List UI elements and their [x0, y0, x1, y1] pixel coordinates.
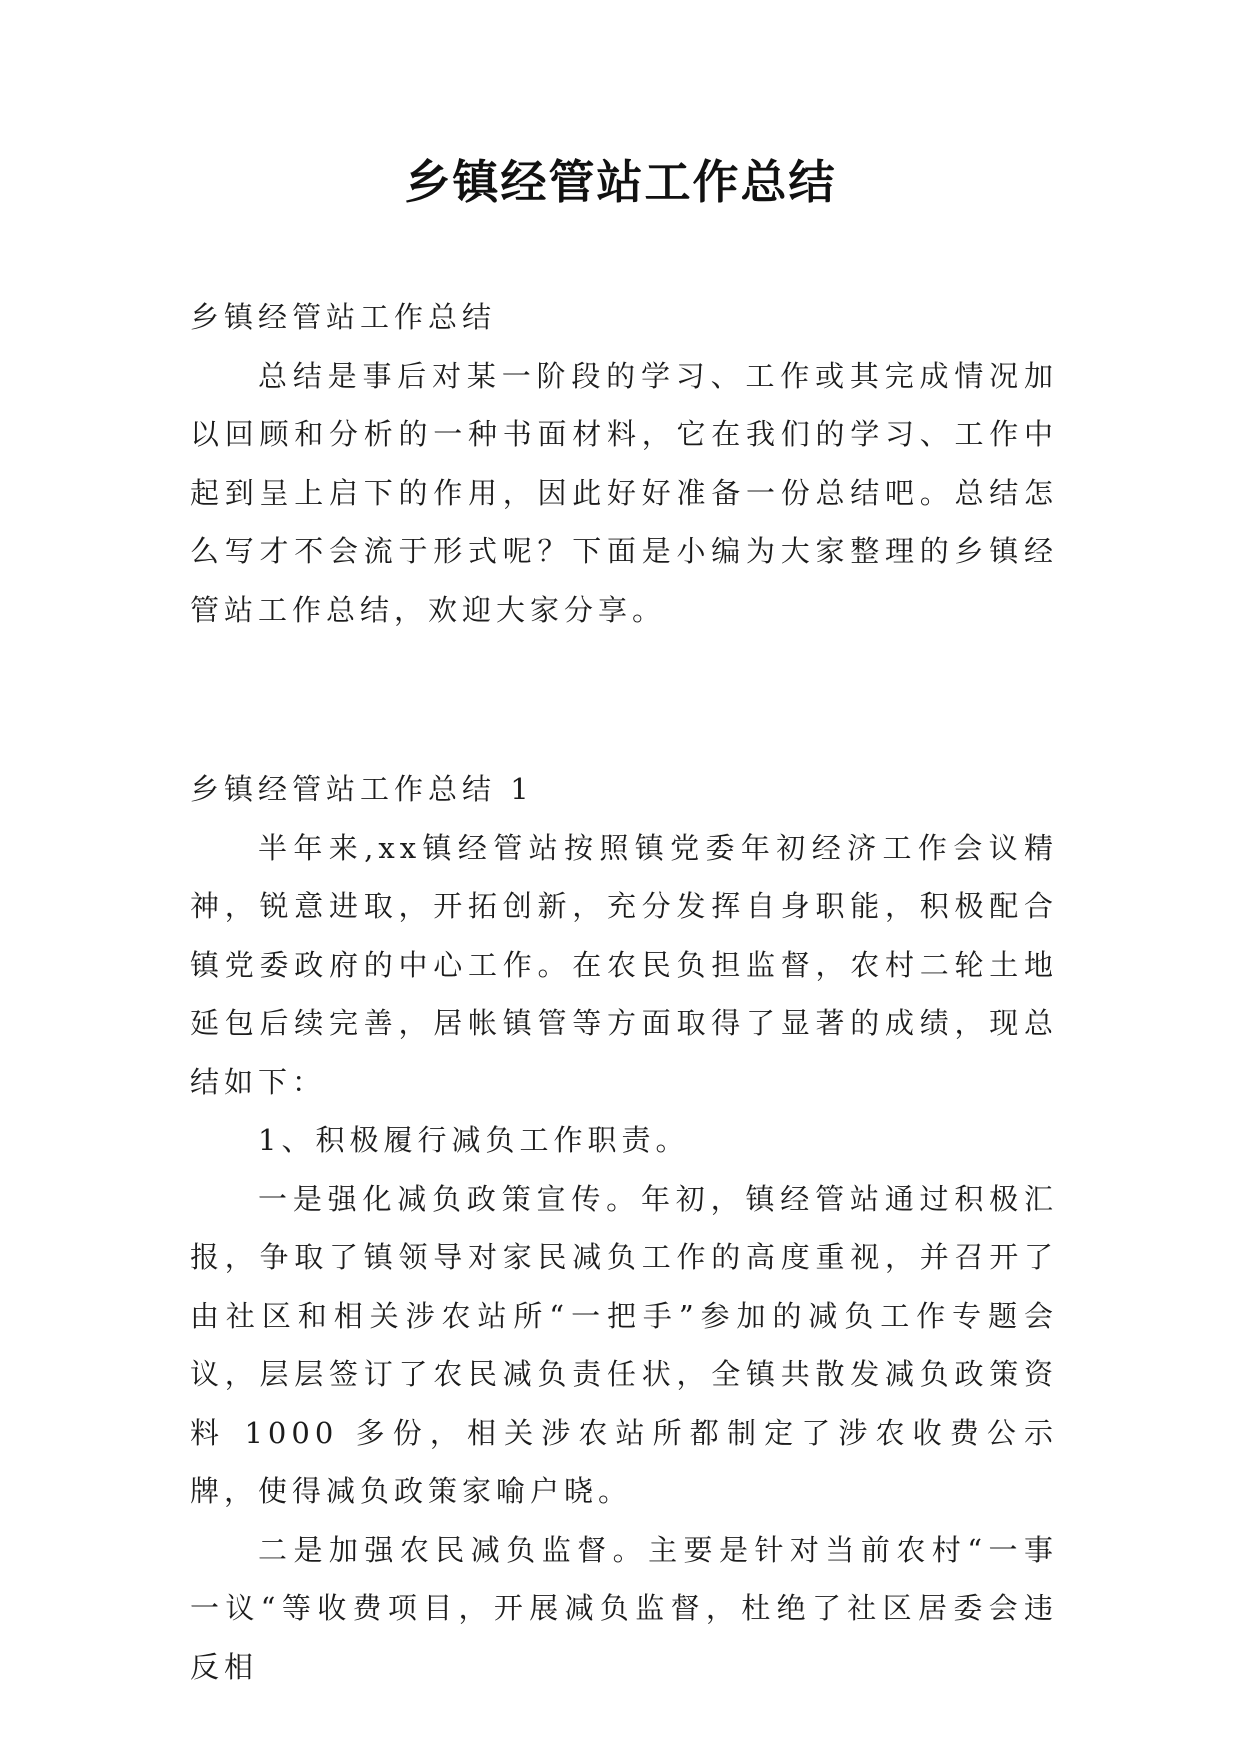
- document-title: 乡镇经管站工作总结: [404, 155, 837, 209]
- intro-paragraph: 总结是事后对某一阶段的学习、工作或其完成情况加以回顾和分析的一种书面材料，它在我们的学习、工作中起到呈上启下的作用，因此好好准备一份总结吧。总结怎么写才不会流于形式呢？下面是小编为大家整理的乡镇经管站工作总结，欢迎大家分享。: [190, 358, 1058, 627]
- section-1-paragraph: 一是强化减负政策宣传。年初，镇经管站通过积极汇报，争取了镇领导对家民减负工作的高度重视，并召开了由社区和相关涉农站所“一把手”参加的减负工作专题会议，层层签订了农民减负责任状，全镇共散发减负政策资料 1000 多份，相关涉农站所都制定了涉农收费公示牌，使得减负政策家喻户晓。: [190, 1181, 1058, 1508]
- section-1-paragraph: 半年来,xx镇经管站按照镇党委年初经济工作会议精神，锐意进取，开拓创新，充分发挥自身职能，积极配合镇党委政府的中心工作。在农民负担监督，农村二轮土地延包后续完善，居帐镇管等方面取得了显著的成绩，现总结如下：: [190, 830, 1058, 1099]
- section-1: [190, 760, 1058, 1696]
- intro-section: [190, 288, 1058, 639]
- intro-heading: 乡镇经管站工作总结: [190, 300, 497, 334]
- section-1-paragraph: 二是加强农民减负监督。主要是针对当前农村“一事一议“等收费项目，开展减负监督，杜绝了社区居委会违反相: [190, 1532, 1058, 1684]
- section-1-heading: 乡镇经管站工作总结 1: [190, 772, 534, 806]
- section-1-item-heading: 1、积极履行减负工作职责。: [258, 1123, 690, 1157]
